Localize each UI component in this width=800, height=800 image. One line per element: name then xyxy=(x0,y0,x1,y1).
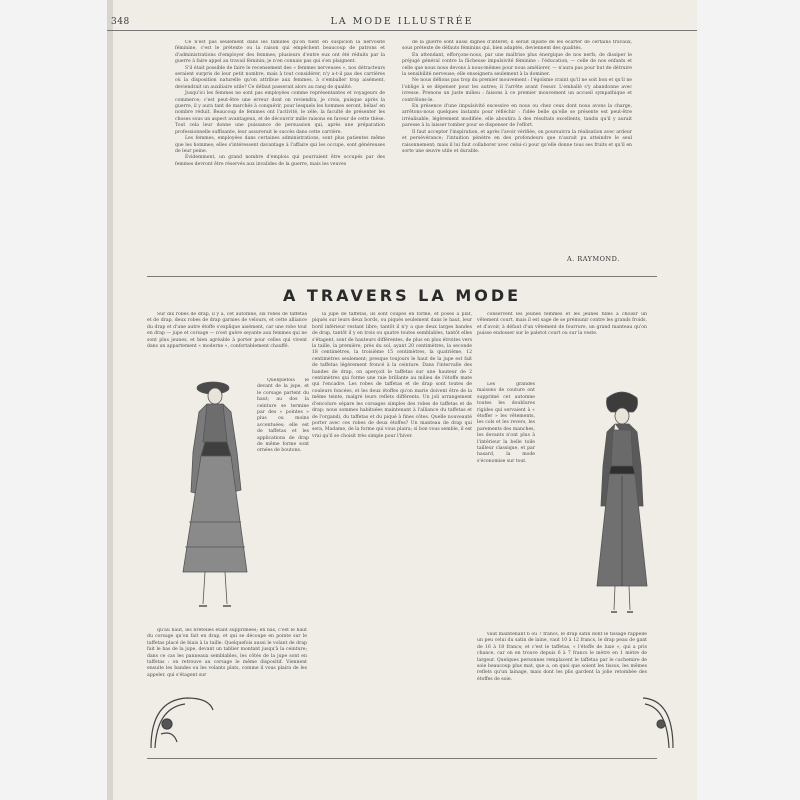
paragraph: de la guerre sont aussi dignes d'intérêt; il serait injuste de les écarter de certains travaux, sous prétexte de défauts féminins qui, bien adaptés, deviennent des qualités. xyxy=(402,40,632,52)
main-column-1-wrap xyxy=(257,378,309,626)
page-header xyxy=(107,14,697,31)
paragraph: En présence d'une impulsivité excessive en nous ou chez ceux dont nous avons la charge, arrêtons-nous quelques instants pour réfléchir : l'idée belle qu'elle se présente est peut-être irréalisable, légèrement modifiée, elle aboutira à des résultats excellents, tandis qu'il y aurait paresse à la laisser tomber pour se dispenser de l'effort. xyxy=(402,104,632,129)
bottom-rule xyxy=(147,758,657,759)
main-column-3-bottom xyxy=(477,632,647,748)
main-column-1-top xyxy=(147,312,307,374)
paragraph: Les grandes maisons de couture ont supprimé cet automne toutes les doublures rigides qui servaient à « étoffer » les vêtements, les cols et les revers, les parements des manches, les devants n'ont plus à l'intérieur la belle toile tailleur classique, et par hasard, la mode s'économise sur tout. xyxy=(477,382,535,464)
paragraph: Il faut accepter l'inspiration, et après l'avoir vérifiée, on poursuivra la réalisation avec ardeur et persévérance; l'intuition pénètre en des profondeurs que n'aurait pu atteindre le seul raisonnement; mais il lui faut collaborer avec celui-ci pour qu'elle donne tous ses fruits et qu'il en sorte une œuvre utile et durable. xyxy=(402,129,632,154)
section-divider xyxy=(147,276,657,277)
running-title: LA MODE ILLUSTRÉE xyxy=(330,16,474,27)
top-article xyxy=(107,40,697,272)
paragraph: qu'au haut, les bretelles étant supprimées; en bas, c'est le haut du corsage qu'on fait en drap, et qui se découpe en pointe sur le taffetas placé de biais à la taille. Quelquefois aussi le volant de drap fait le bas de la jupe, devant un tablier montant jusqu'à la ceinture; dans ce cas les panneaux semblables, les côtés de la jupe sont en taffetas : on retrouve au corsage le même dispositif. Viennent ensuite les bandes ou les volants plats, comme il vous plaira de les appeler, qui s'étagent sur xyxy=(147,628,307,678)
fashion-illustration-right xyxy=(587,386,657,620)
top-article-left-column xyxy=(175,40,385,272)
article-title: A TRAVERS LA MODE xyxy=(282,286,522,305)
decorative-ornament-left xyxy=(147,690,217,750)
page-number: 348 xyxy=(111,17,130,27)
paragraph: la jupe de taffetas, ils sont coupés en forme, et posés à plat, piqués sur leurs deux bords, ou piqués seulement dans le haut, leur bord inférieur restant libre; tantôt il n'y a que deux larges bandes de drap, tantôt il y en trois ou quatre toutes semblables, tantôt elles s'étagent, sont de hauteurs différentes, de plus en plus étroites vers la taille, la première, près du sol, ayant 20 centimètres, la seconde 18 centimètres, la troisième 15 centimètres, la quatrième, 12 centimètres seulement; presque toujours le haut de la jupe est fait de taffetas légèrement froncé à la ceinture. Dans l'intervalle des bandes de drap, on aperçoit le taffetas sur une hauteur de 2 centimètres qui forme une raie brillante au milieu de l'étoffe mate qui l'encadre. Les robes de taffetas et de drap sont toutes de couleurs foncées, et les deux étoffes qu'on marie doivent être de la même teinte, malgré leurs reflets différents. Un joli arrangement d'encolure sépare les corsages simples des robes de taffetas et de drap; nous sommes habituées maintenant à l'alliance du taffetas et de l'organdi, du taffetas et du piqué à fines côtes. Quelle nouveauté porter avec ces robes de deux étoffes? Un manteau de drap qui sera, Madame, de la forme qui vous plaira; si bon vous semble, il est vrai qu'il se choisit très simple pour l'hiver. xyxy=(312,312,472,439)
author-signature: A. RAYMOND. xyxy=(567,255,620,263)
paragraph: Les femmes, employées dans certaines administrations, sont plus patientes même que les hommes; elles s'intéressent davantage à l'affaire qui les occupe, sont généreuses de leur peine. xyxy=(175,136,385,154)
decorative-ornament-right xyxy=(637,690,677,750)
main-column-2 xyxy=(312,312,472,748)
paragraph: S'il était possible de faire le recensement des « femmes nerveuses », nos détracteurs seraient surpris de leur petit nombre, mais à tout considérer, n'y a-t-il pas des carrières où la disposition naturelle qu'on attribue aux femmes, à s'emballer trop aisément, deviendrait un auxiliaire utile? Ce défaut passerait alors au rang de qualité. xyxy=(175,65,385,90)
paragraph: Quelquefois le devant de la jupe, et le corsage partent du haut; au dos la ceinture se termine par des « pointes » plus ou moins accentuées; elle est de taffetas et les applications de drap de même forme sont ornées de boutons. xyxy=(257,378,309,454)
paragraph: Sur dix robes de drap, il y a, cet automne, six robes de taffetas et de drap, deux robes de drap garnies de velours, et cette alliance du drap et d'une autre étoffe s'explique aisément, car une robe tout en drap — jupe et corsage — n'est guère seyante aux femmes qui ne sont plus jeunes, et bien agréable à porter pour celles qui vivent dans un appartement « moderne », confortablement chauffé. xyxy=(147,312,307,350)
paragraph: Évidemment, un grand nombre d'emplois qui pourraient être occupés par des femmes devront être réservés aux invalides de la guerre, mais les veuves xyxy=(175,155,385,167)
paragraph: En attendant, efforçons-nous, par une maîtrise plus énergique de nos nerfs, de dissiper le préjugé général contre la fâcheuse impulsivité féminine : l'éducation, — celle de nos enfants et celle que nous nous devons à nous-mêmes pour nous améliorer, — n'aura pas pour but de détruire la sensibilité nerveuse; elle enseignera seulement à la dominer. xyxy=(402,52,632,78)
fashion-illustration-left xyxy=(169,372,261,624)
main-column-3-top xyxy=(477,312,647,380)
main-column-3-wrap xyxy=(477,382,535,632)
paragraph: vaut maintenant 6 ou 7 francs, le drap satin dont le tissage rappelle un peu celui du satin de laine, vaut 10 à 12 francs, le drap peau de gant de 16 à 18 francs; et c'est le taffetas, « l'étoffe de luxe », qui a pris chance, car on en trouve depuis 6 à 7 francs le mètre en 1 mètre de largeur. Quelques personnes remplacent le taffetas par le cachemire de soie beaucoup plus mat, que a, on quoi que soient les tissus, les mêmes reflets qu'un lainage, mais dont les plis gardent la jolie retombée des étoffes de soie. xyxy=(477,632,647,682)
paragraph: Ne nous défions pas trop du premier mouvement : l'égoïsme craint qu'il ne soit bon et qu'il ne l'oblige à se dépenser pour les autres; il l'arrête avant l'essor. L'emballé s'y abandonne avec ivresse. Prenons un juste milieu : faisons à ce premier mouvement un accueil sympathique et contrôlons-le. xyxy=(402,78,632,103)
top-article-right-column xyxy=(402,40,632,272)
paragraph: conservent les jeunes femmes et les jeunes filles à choisir un vêtement court, mais il est sage de se prémunir contre les grands froids, et d'avoir, à défaut d'un vêtement de fourrure, un grand manteau qu'on puisse endosser sur le paletot court ou sur la veste. xyxy=(477,312,647,337)
paragraph: Ce n'est pas seulement dans les familles qu'on tient en suspicion la nervosité féminine, c'est le prétexte ou la raison qui empêchent beaucoup de patrons et d'administrations d'employer des femmes; plusieurs d'entre eux ont été réduits par la guerre à faire appel au travail féminin; je n'en connais pas qui s'en plaignent. xyxy=(175,40,385,65)
journal-page xyxy=(107,0,697,800)
paragraph: Jusqu'ici les femmes ne sont pas employées comme représentantes et voyageurs de commerce; c'est peut-être une erreur dont on reviendra, je crois, puisque après la guerre, il y aura tant de marchés à conquérir, pour lesquels les hommes seront, hélas! en nombre réduit. Beaucoup de femmes ont l'activité, le zèle, la faculté de présenter les choses sous un aspect avantageux, et de découvrir mille raisons en faveur de cette thèse. Tout cela leur donne une puissance de persuasion qui, après une préparation professionnelle suffisante, leur assurerait le succès dans cette carrière. xyxy=(175,91,385,135)
